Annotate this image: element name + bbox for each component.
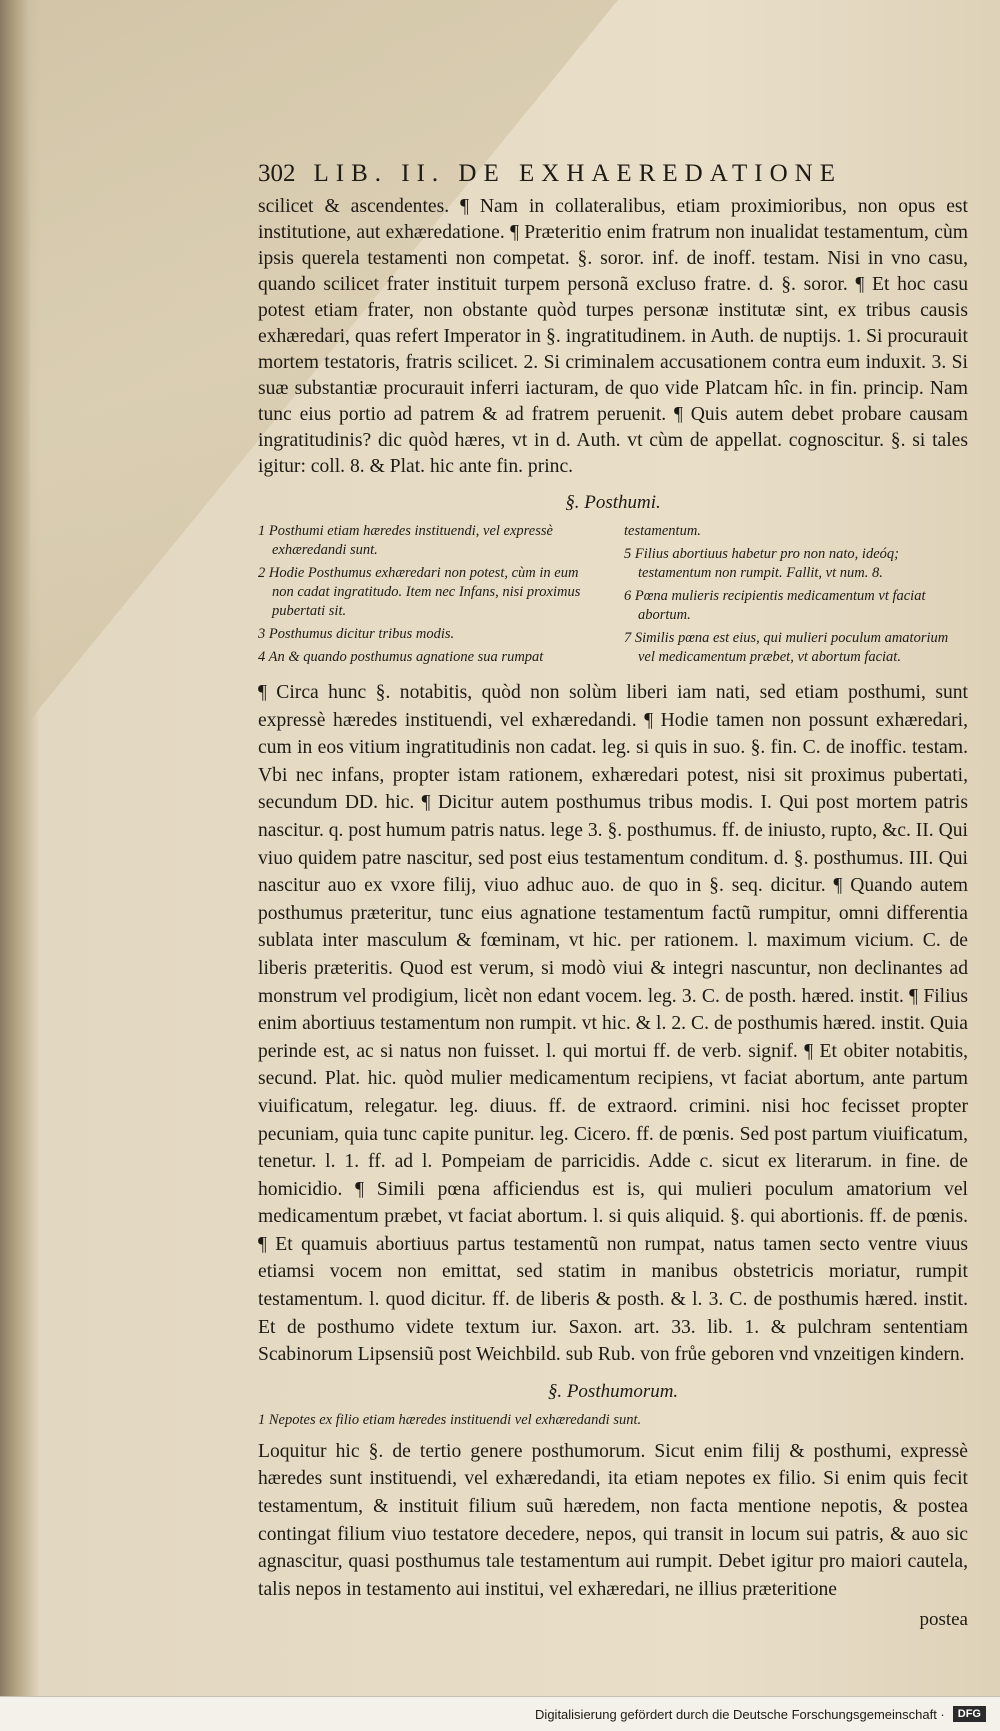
summary-left-column xyxy=(258,522,602,671)
summary-posthumi xyxy=(258,522,968,671)
page-number: 302 xyxy=(258,160,296,187)
summary-item: 1 Posthumi etiam hæredes instituendi, vel expressè exhæredandi sunt. xyxy=(258,523,553,558)
summary-right-column xyxy=(624,522,968,671)
summary-item: 6 Pœna mulieris recipientis medicamentum vt faciat abortum. xyxy=(624,588,926,623)
summary-item: 2 Hodie Posthumus exhæredari non potest, cùm in eum non cadat ingratitudo. Item nec Infans, nisi proximus pubertati sit. xyxy=(258,565,581,619)
summary-item: 4 An & quando posthumus agnatione sua rumpat xyxy=(258,649,544,665)
summary-posthumorum xyxy=(258,1411,968,1430)
summary-item: 3 Posthumus dicitur tribus modis. xyxy=(258,626,455,642)
section-title-posthumi: §. Posthumi. xyxy=(565,492,661,513)
running-head xyxy=(258,160,968,188)
text-block xyxy=(258,160,968,1631)
top-paragraph: scilicet & ascendentes. ¶ Nam in collateralibus, etiam proximioribus, non opus est institutione, aut exhæredatione. ¶ Præteritio enim fratrum non inualidat testamentum, cùm ipsis querela testamenti non competat. §. soror. inf. de inoff. testam. Nisi in vno casu, quando scilicet frater instituit turpem personã excluso fratre. d. §. soror. ¶ Et hoc casu potest etiam frater, non obstante quòd turpes personæ institutæ sint, ex tribus causis exhæredari, quas refert Imperator in §. ingratitudinem. in Auth. de nuptijs. 1. Si procurauit mortem testatoris, fratris scilicet. 2. Si criminalem accusationem contra eum induxit. 3. Si suæ substantiæ procurauit inferri iacturam, de quo vide Platcam hîc. in fin. princip. Nam tunc eius portio ad patrem & ad fratrem peruenit. ¶ Quis autem debet probare causam ingratitudinis? dic quòd hæres, vt in d. Auth. vt cùm de appellat. cognoscitur. §. si tales igitur: coll. 8. & Plat. hic ante fin. princ. xyxy=(258,196,968,477)
summary-item: 1 Nepotes ex filio etiam hæredes instituendi vel exhæredandi sunt. xyxy=(258,1411,642,1428)
dfg-logo: DFG xyxy=(953,1706,986,1722)
section-title-posthumorum: §. Posthumorum. xyxy=(547,1380,679,1402)
running-head-title: LIB. II. DE EXHAEREDATIONE xyxy=(313,160,842,187)
final-paragraph: Loquitur hic §. de tertio genere posthumorum. Sicut enim filij & posthumi, expressè hæredes sunt instituendi, vel exhæredandi, ita etiam nepotes ex filio. Si enim quis fecit testamentum, & instituit filium suũ hæredem, non facta mentione nepotis, & postea contingat filium viuo testatore decedere, nepos, qui transit in locum sui patris, & auo sic agnascitur, quasi posthumus tale testamentum aui rumpit. Debet igitur pro maiori cautela, talis nepos in testamento aui institui, vel exhæredari, ne illius præteritione xyxy=(258,1440,968,1600)
summary-item: 7 Similis pœna est eius, qui mulieri poculum amatorium vel medicamentum præbet, vt abortum faciat. xyxy=(624,630,949,665)
footer-text: Digitalisierung gefördert durch die Deutsche Forschungsgemeinschaft · xyxy=(535,1706,945,1722)
main-paragraph: ¶ Circa hunc §. notabitis, quòd non solùm liberi iam nati, sed etiam posthumi, sunt expressè hæredes instituendi, vel exhæredandi. ¶ Hodie tamen non possunt exhæredari, cum in eos vitium ingratitudinis non cadat. leg. si quis in suo. §. fin. C. de inoffic. testam. Vbi nec infans, propter istam rationem, exhæredari potest, nisi sit proximus pubertati, secundum DD. hic. ¶ Dicitur autem posthumus tribus modis. I. Qui post mortem patris nascitur. q. post humum patris natus. lege 3. §. posthumus. ff. de iniusto, rupto, &c. II. Qui viuo quidem patre nascitur, sed post eius testamentum conditum. d. §. posthumus. III. Qui nascitur auo ex vxore filij, viuo adhuc auo. de quo in §. seq. dicitur. ¶ Quando autem posthumus præteritur, tunc eius agnatione testamentum factũ rumpitur, omni differentia sublata inter masculum & fœminam, vt hic. per rationem. l. maximum vicium. C. de liberis præteritis. Quod est verum, si modò viui & integri nascuntur, non declinantes ad monstrum vel prodigium, licèt non edant vocem. leg. 3. C. de posth. hæred. instit. ¶ Filius enim abortiuus testamentum non rumpit. vt hic. & l. 2. C. de posthumis hæred. instit. Quia perinde est, ac si natus non fuisset. l. qui mortui ff. de verb. signif. ¶ Et obiter notabitis, secund. Plat. hic. quòd mulier medicamentum recipiens, vt faciat abortum, ante partum viuificatum, relegatur. leg. diuus. ff. de extraord. crimini. nisi hoc fecisset propter pecuniam, quia tunc capite punitur. leg. Cicero. ff. de pœnis. Sed post partum viuificatum, tenetur. l. 1. ff. ad l. Pompeiam de parricidis. Adde c. sicut ex literarum. in fine. de homicidio. ¶ Simili pœna afficiendus est is, qui mulieri poculum amatorium vel medicamentum præbet, vt faciat abortum. l. si quis aliquid. §. qui abortionis. ff. de pœnis. ¶ Et quamuis abortiuus partus testamentũ non rumpat, natus tamen secto ventre viuus etiamsi vocem non emittat, sed statim in manibus obstetricis moriatur, rumpit testamentum. l. quod dicitur. ff. de liberis & posth. & l. 3. C. de posthumis hæred. instit. Et de posthumo videte textum iur. Saxon. art. 33. lib. 1. & pulchram sententiam Scabinorum Lipsensiũ post Weichbild. sub Rub. von frůe geboren vnd vnzeitigen kindern. xyxy=(258,682,968,1366)
summary-item: testamentum. xyxy=(624,523,701,539)
digitization-footer xyxy=(0,1696,1000,1731)
catchword: postea xyxy=(919,1609,968,1631)
summary-item: 5 Filius abortiuus habetur pro non nato, ideóq; testamentum non rumpit. Fallit, vt num. 8. xyxy=(624,546,899,581)
